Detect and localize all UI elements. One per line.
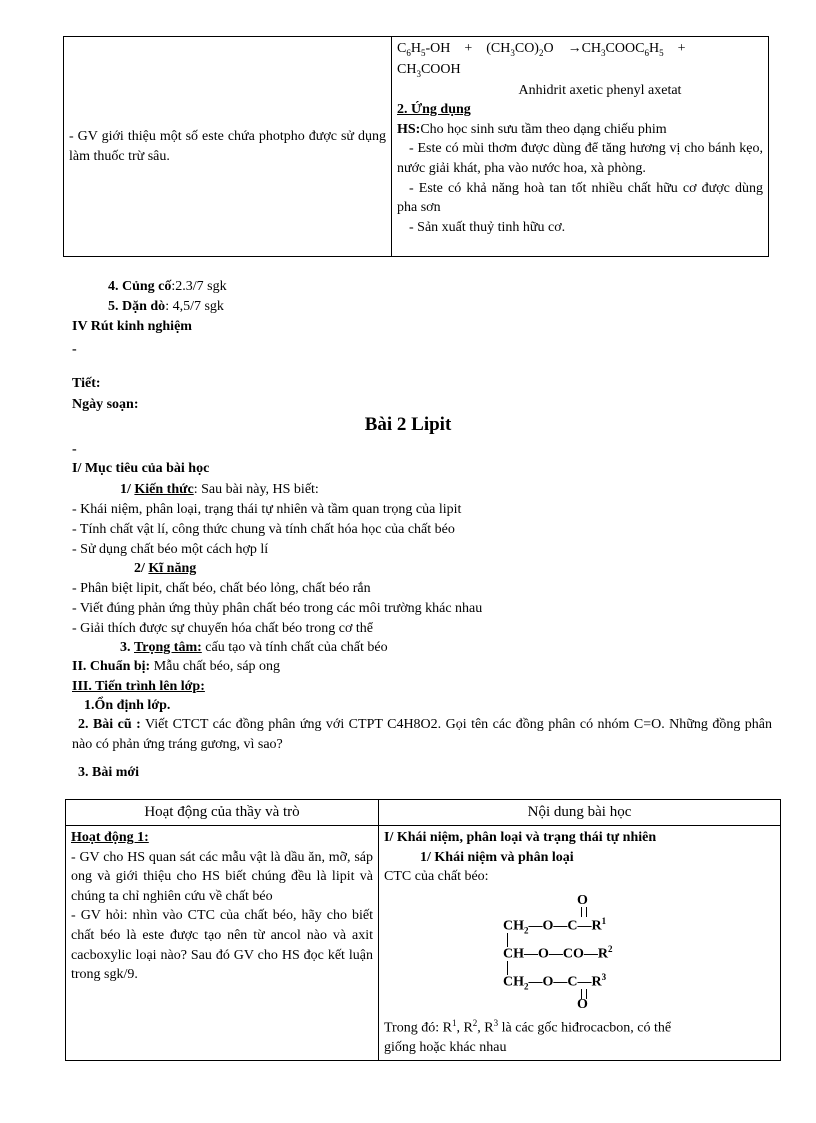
step-3: 3. Bài mới (78, 765, 140, 780)
review-item-4: 4. Củng cố:2.3/7 sgk (108, 279, 227, 294)
prep-line: II. Chuẩn bị: Mẫu chất béo, sáp ong (72, 659, 281, 674)
activity-cell (66, 826, 379, 1061)
lesson-table (65, 799, 781, 1061)
section-title-ung-dung: 2. Ứng dụng (397, 102, 471, 118)
activity-title: Hoạt động 1: (71, 830, 149, 845)
formula-oxygen-top: O (577, 892, 588, 908)
skills-item: - Viết đúng phản ứng thủy phân chất béo trong các môi trường khác nhau (72, 601, 483, 616)
formula-row: $CH—O—CO—R^2$ (503, 943, 613, 962)
ngay-soan-label: Ngày soạn: (72, 397, 139, 412)
ung-dung-bullet: - Este có khả năng hoà tan tốt nhiều chất hữu cơ được dùng pha sơn (397, 180, 763, 216)
focus-line: 3. Trọng tâm: cấu tạo và tính chất của chất béo (120, 640, 388, 655)
top-left-text: - GV giới thiệu một số este chứa photpho được sử dụng làm thuốc trừ sâu. (69, 128, 386, 164)
step-2: 2. Bài cũ : Viết CTCT các đồng phân ứng với CTPT C4H8O2. Gọi tên các đồng phân có nhóm C=O. Những đồng phân nào có phản ứng tráng gương, vì sao? (72, 717, 772, 752)
step-1: 1.Ổn định lớp. (84, 698, 171, 713)
knowledge-line: 1/ Kiến thức: Sau bài này, HS biết: (120, 482, 319, 497)
rkn-dash: - (72, 342, 77, 357)
formula-note: Trong đó: $R^1$, $R^2$, $R^3$ là các gốc hiđrocacbon, có thể giống hoặc khác nhau (384, 1017, 672, 1056)
skills-line: 2/ Kĩ năng (134, 561, 197, 576)
ctc-label: CTC của chất béo: (384, 869, 489, 885)
content-cell (379, 826, 781, 1061)
knowledge-item: - Tính chất vật lí, công thức chung và tính chất hóa học của chất béo (72, 522, 455, 537)
triglyceride-formula (499, 887, 775, 1017)
title-dash: - (72, 442, 77, 457)
content-heading: I/ Khái niệm, phân loại và trạng thái tự nhiên (384, 830, 657, 845)
ung-dung-bullet: - Este có mùi thơm được dùng để tăng hương vị cho bánh kẹo, nước giải khát, pha vào nước hoa, xà phòng. (397, 141, 763, 177)
top-table-right-cell (392, 37, 769, 257)
review-item-5: 5. Dặn dò: 4,5/7 sgk (108, 299, 224, 314)
formula-oxygen-bottom: O (577, 996, 588, 1012)
content-subheading: 1/ Khái niệm và phân loại (420, 849, 574, 865)
tiet-label: Tiết: (72, 376, 101, 391)
ung-dung-bullet: - Sản xuất thuỷ tinh hữu cơ. (409, 219, 566, 235)
activity-item: - GV cho HS quan sát các mẫu vật là dầu ăn, mỡ, sáp ong và giới thiệu cho HS biết chúng đều là lipit và chúng ta chỉ nghiên cứu về chất béo (71, 849, 373, 904)
formula-row: $CH_2—O—C—R^3$ (503, 971, 607, 992)
top-table (63, 36, 769, 257)
knowledge-item: - Khái niệm, phân loại, trạng thái tự nhiên và tầm quan trọng của lipit (72, 502, 462, 517)
knowledge-item: - Sử dụng chất béo một cách hợp lí (72, 542, 269, 557)
skills-item: - Phân biệt lipit, chất béo, chất béo lỏng, chất béo rắn (72, 581, 371, 596)
reaction-labels: Anhidrit axetic phenyl axetat (518, 82, 682, 98)
objectives-heading: I/ Mục tiêu của bài học (72, 461, 210, 476)
process-heading: III. Tiến trình lên lớp: (72, 679, 205, 694)
hs-label: HS: (397, 121, 421, 137)
top-table-left-cell (64, 37, 392, 257)
skills-item: - Giải thích được sự chuyển hóa chất béo trong cơ thể (72, 621, 373, 636)
col-header-content: Nội dung bài học (379, 800, 781, 826)
hs-text: Cho học sinh sưu tầm theo dạng chiếu phim (420, 121, 667, 137)
hs-line (397, 120, 763, 140)
activity-item: - GV hỏi: nhìn vào CTC của chất béo, hãy cho biết chất béo là este được tạo nên từ ancol nào và axit cacboxylic loại nào? Sau đó GV cho HS đọc kết luận trong sgk/9. (71, 908, 373, 983)
col-header-activity: Hoạt động của thầy và trò (66, 800, 379, 826)
formula-row: $CH_2—O—C—R^1$ (503, 915, 607, 936)
reaction-equation: $C_6H_5-OH$ + $(CH_3CO)_2O$ $\to CH_3COOC_6H_5$ + $CH_3COOH$ (397, 41, 686, 79)
rut-kinh-nghiem: IV Rút kinh nghiệm (72, 319, 192, 334)
page-title: Bài 2 Lipit (364, 414, 452, 435)
